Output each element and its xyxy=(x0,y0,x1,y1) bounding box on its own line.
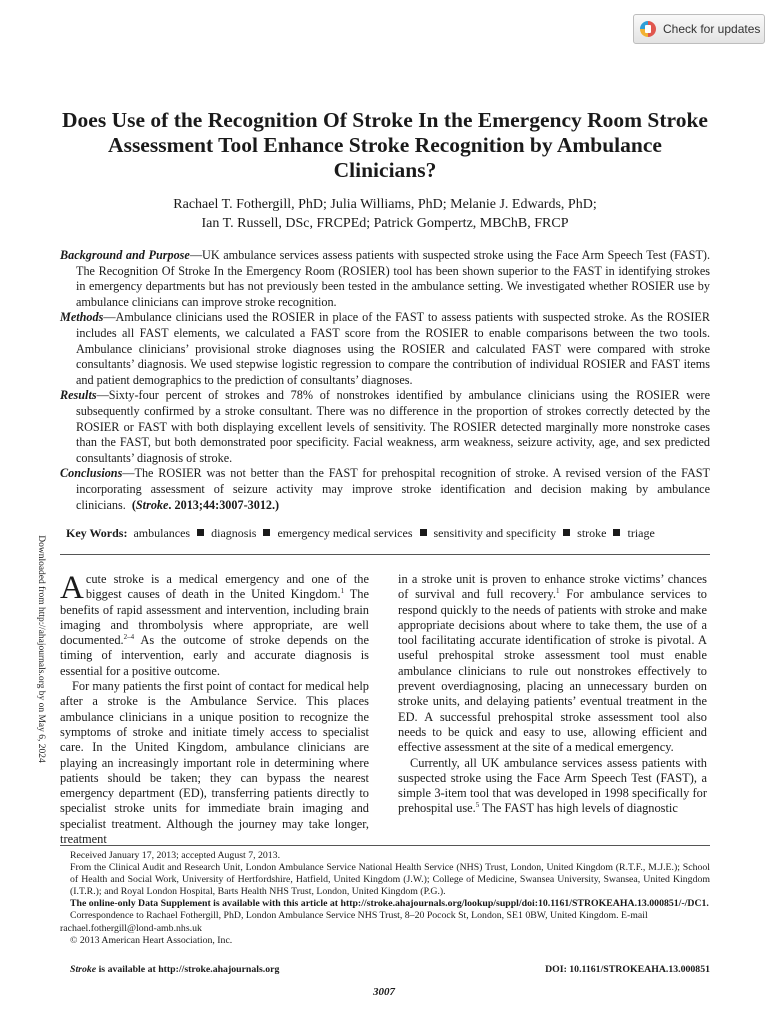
abstract-methods-label: Methods xyxy=(60,310,104,325)
journal-url-text: is available at http://stroke.ahajournals.org xyxy=(96,964,280,975)
abstract-conclusions-label: Conclusions xyxy=(60,466,123,481)
abstract-methods-text: —Ambulance clinicians used the ROSIER in place of the FAST to assess patients with suspected stroke. As the ROSIER includes all FAST elements, we calculated a FAST score from the ROSIER to enable comparisons between the two tools. Ambulance clinicians’ provisional stroke diagnoses using the ROSIER and calculated FAST were compared with stroke consultants’ diagnosis. We used stepwise logistic regression to compare the contribution of individual ROSIER and FAST items and patient demographics to the prediction of consultants’ diagnoses. xyxy=(76,310,710,387)
divider xyxy=(60,554,710,555)
citation-ref: 1 xyxy=(556,587,560,596)
journal-availability xyxy=(70,964,279,975)
abstract-background xyxy=(60,248,710,310)
abstract-background-text: —UK ambulance services assess patients with suspected stroke using the Face Arm Speech Test (FAST). The Recognition Of Stroke In the Emergency Room (ROSIER) tool has been shown superior to the FAST in identifying strokes in emergency departments but has not previously been tested in the ambulance setting. We investigated whether ROSIER use by ambulance clinicians can improve stroke recognition. xyxy=(76,248,711,309)
footnote-copyright: © 2013 American Heart Association, Inc. xyxy=(70,934,233,946)
citation-journal: Stroke xyxy=(135,497,169,512)
abstract xyxy=(60,248,710,513)
body-text: The benefits of rapid assessment and intervention, including brain imaging and thrombolysis where appropriate, are well documented. xyxy=(60,587,369,648)
keyword-separator xyxy=(197,529,204,536)
keyword-item: emergency medical services xyxy=(277,526,413,540)
keyword-item: sensitivity and specificity xyxy=(433,526,557,540)
keyword-item: stroke xyxy=(577,526,607,540)
keywords xyxy=(60,526,710,541)
check-for-updates-button[interactable] xyxy=(633,14,765,44)
abstract-conclusions xyxy=(60,466,710,513)
footnote-supplement: The online-only Data Supplement is available with this article at http://stroke.ahajournals.org/lookup/suppl/doi:10.1161/STROKEAHA.13.000851/-/DC1. xyxy=(70,898,709,910)
citation-ref: 1 xyxy=(340,587,345,596)
footnotes xyxy=(60,850,710,947)
body-paragraph xyxy=(60,572,369,679)
abstract-results-label: Results xyxy=(60,388,97,403)
keyword-item: triage xyxy=(627,526,655,540)
footnote-correspondence xyxy=(60,910,710,922)
keyword-separator xyxy=(613,529,620,536)
keyword-item: diagnosis xyxy=(211,526,257,540)
abstract-background-label: Background and Purpose xyxy=(60,248,190,262)
page-footer xyxy=(70,964,710,975)
citation-rest: . 2013;44:3007-3012.) xyxy=(168,497,280,512)
body-text: in a stroke unit is proven to enhance stroke victims’ chances of survival and full recovery. xyxy=(398,572,707,602)
abstract-results-text: —Sixty-four percent of strokes and 78% of nonstrokes identified by ambulance clinicians using the ROSIER were subsequently confirmed by a stroke consultant. There was no difference in the proportion of strokes correctly detected by the ROSIER or FAST with both displaying excellent levels of sensitivity. The ROSIER detected marginally more nonstroke cases than the FAST, but both demonstrated poor specificity. Facial weakness, arm weakness, seizure activity, age, and sex predicted consultants’ diagnosis of stroke. xyxy=(76,388,710,465)
citation-open: ( xyxy=(131,497,136,512)
body-text: Currently, all UK ambulance services assess patients with suspected stroke using the Face Arm Speech Test (FAST), a simple 3-item tool that was developed in 1998 specifically for prehospital use. xyxy=(398,755,707,816)
body-column-right xyxy=(398,572,707,817)
download-note xyxy=(30,523,52,775)
keyword-separator xyxy=(420,529,427,536)
citation-ref: 2–4 xyxy=(123,633,135,642)
keyword-item: ambulances xyxy=(133,526,191,540)
body-text: The FAST has high levels of diagnostic xyxy=(479,801,678,816)
author-list xyxy=(60,196,710,233)
check-for-updates-label: Check for updates xyxy=(663,22,761,36)
author-line-2: Ian T. Russell, DSc, FRCPEd; Patrick Gompertz, MBChB, FRCP xyxy=(201,215,569,231)
keyword-separator xyxy=(563,529,570,536)
article-title: Does Use of the Recognition Of Stroke In the Emergency Room Stroke Assessment Tool Enhance Stroke Recognition by Ambulance Clinicians? xyxy=(62,108,708,182)
footnote-received: Received January 17, 2013; accepted August 7, 2013. xyxy=(70,850,281,861)
author-line-1: Rachael T. Fothergill, PhD; Julia Williams, PhD; Melanie J. Edwards, PhD; xyxy=(173,197,597,212)
abstract-conclusions-text: —The ROSIER was not better than the FAST for prehospital recognition of stroke. A revised version of the FAST incorporating assessment of seizure activity may improve stroke identification and decision making by ambulance clinicians. xyxy=(76,466,710,512)
journal-name: Stroke xyxy=(70,964,97,975)
body-paragraph xyxy=(398,572,707,756)
check-for-updates-icon xyxy=(640,21,656,37)
correspondence-line: Correspondence to Rachael Fothergill, PhD, London Ambulance Service NHS Trust, 8–20 Pocock St, London, SE1 0BW, United Kingdom. E-mail xyxy=(70,910,648,922)
keyword-separator xyxy=(263,529,270,536)
body-paragraph: For many patients the first point of contact for medical help after a stroke is the Ambulance Service. This places ambulance clinicians in a unique position to recognize the symptoms of stroke and initiate timely access to specialist care. In the United Kingdom, ambulance clinicians are playing an increasingly important role in determining where patients should be taken; they can bypass the nearest emergency department (ED), transferring patients directly to specialist stroke units for immediate brain imaging and specialist treatment. Although the journey may take longer, treatment xyxy=(60,679,369,847)
body-paragraph xyxy=(398,756,707,817)
keywords-label: Key Words: xyxy=(66,526,128,540)
download-note-text: Downloaded from http://ahajournals.org by on May 6, 2024 xyxy=(36,535,46,763)
doi: DOI: 10.1161/STROKEAHA.13.000851 xyxy=(545,964,710,975)
body-text: cute stroke is a medical emergency and one of the biggest causes of death in the United Kingdom. xyxy=(85,572,369,602)
abstract-results xyxy=(60,388,710,466)
footnote-email: rachael.fothergill@lond-amb.nhs.uk xyxy=(60,922,202,934)
drop-cap: A xyxy=(60,570,84,606)
footnote-affiliations: From the Clinical Audit and Research Unit, London Ambulance Service National Health Service (NHS) Trust, London, United Kingdom (R.T.F., M.J.E.); School of Health and Social Work, University of Hertfordshire, Hatfield, United Kingdom (J.W.); College of Medicine, Swansea University, Swansea, United Kingdom (I.T.R.); and Royal London Hospital, Barts Health NHS Trust, London, United Kingdom (P.G.). xyxy=(70,862,710,898)
footnote-divider xyxy=(60,845,710,846)
citation-ref: 5 xyxy=(475,801,480,810)
citation xyxy=(132,498,279,512)
body-column-left xyxy=(60,572,369,847)
page-number: 3007 xyxy=(373,986,395,998)
body-text: For ambulance services to respond quickly to the needs of patients with stroke and make appropriate decisions about where to take them, the use of a tool facilitating accurate identification of stroke is pivotal. A useful prehospital stroke assessment tool must enable ambulance clinicians to rule out nonstrokes effectively to prevent overdiagnosing, placing an unnecessary burden on stroke units, and delaying patients’ eventual treatment in the ED. A successful prehospital stroke assessment tool also needs to be quick and easy to use, allowing efficient and effective assessment at the site of a medical emergency. xyxy=(398,587,708,755)
body-text: As the outcome of stroke depends on the timing of intervention, early and accurate diagnosis is essential for a positive outcome. xyxy=(60,633,369,678)
abstract-methods xyxy=(60,310,710,388)
